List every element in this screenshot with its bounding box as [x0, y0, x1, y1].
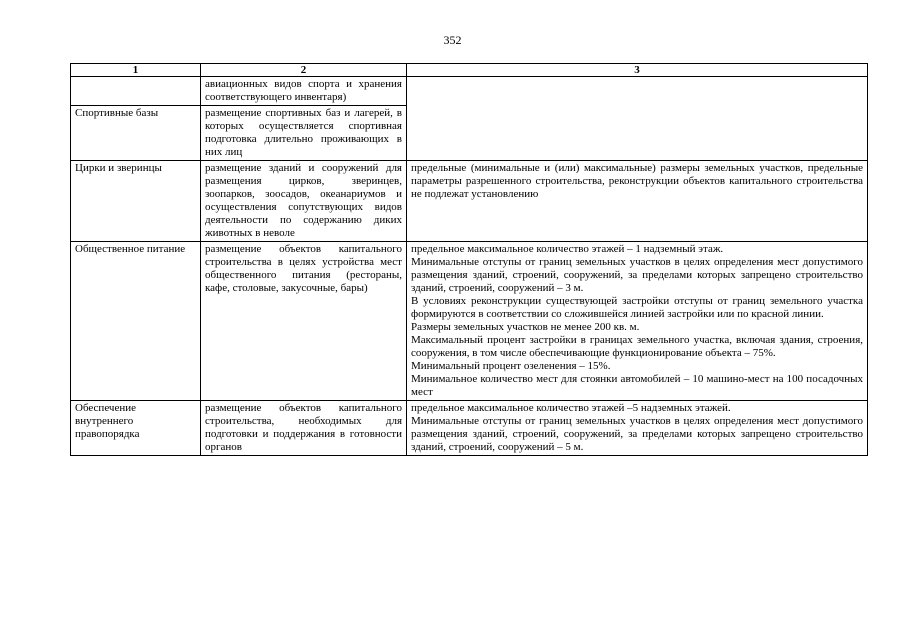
use-name-cell — [71, 77, 201, 106]
column-header-3: 3 — [407, 64, 868, 77]
param-paragraph: Минимальные отступы от границ земельных участков в целях определения мест допустимого размещения зданий, строений, сооружений, за пределами которых запрещено строительство зданий, строений, сооружений – 5 м. — [411, 415, 863, 453]
param-paragraph: Минимальное количество мест для стоянки автомобилей – 10 машино-мест на 100 посадочных мест — [411, 373, 863, 398]
table-header-row — [71, 64, 868, 77]
column-header-2: 2 — [201, 64, 407, 77]
use-description-cell: авиационных видов спорта и хранения соответствующего инвентаря) — [201, 77, 407, 106]
param-paragraph: В условиях реконструкции существующей застройки отступы от границ земельного участка формируются в соответствии со сложившейся линией застройки или по красной линии. — [411, 295, 863, 320]
params-cell — [407, 242, 868, 401]
use-name-cell: Спортивные базы — [71, 106, 201, 161]
param-paragraph: предельное максимальное количество этажей –5 надземных этажей. — [411, 402, 731, 414]
param-paragraph: предельные (минимальные и (или) максимальные) размеры земельных участков, предельные параметры разрешенного строительства, реконструкции объектов капитального строительства не подлежат установлению — [411, 162, 863, 200]
page-number: 352 — [443, 33, 462, 47]
param-paragraph: Минимальный процент озеленения – 15%. — [411, 360, 611, 372]
table-row — [71, 161, 868, 242]
table-row — [71, 77, 868, 106]
table-row — [71, 401, 868, 456]
param-paragraph: Размеры земельных участков не менее 200 кв. м. — [411, 321, 640, 333]
params-cell — [407, 77, 868, 161]
use-description-cell: размещение объектов капитального строительства в целях устройства мест общественного питания (рестораны, кафе, столовые, закусочные, бары) — [201, 242, 407, 401]
land-use-table — [70, 63, 868, 456]
use-description-cell: размещение спортивных баз и лагерей, в которых осуществляется спортивная подготовка длительно проживающих в них лиц — [201, 106, 407, 161]
param-paragraph: Минимальные отступы от границ земельных участков в целях определения мест допустимого размещения зданий, строений, сооружений, за пределами которых запрещено строительство зданий, строений, сооружений – 3 м. — [411, 256, 863, 294]
use-name-cell: Общественное питание — [71, 242, 201, 401]
param-paragraph: Максимальный процент застройки в границах земельного участка, включая здания, строения, сооружения, в том числе обеспечивающие функционирование объекта – 75%. — [411, 334, 863, 359]
use-description-cell: размещение объектов капитального строительства, необходимых для подготовки и поддержания в готовности органов — [201, 401, 407, 456]
use-name-cell: Обеспечение внутреннего правопорядка — [71, 401, 201, 456]
params-cell — [407, 401, 868, 456]
params-cell — [407, 161, 868, 242]
column-header-1: 1 — [71, 64, 201, 77]
use-name-cell: Цирки и зверинцы — [71, 161, 201, 242]
param-paragraph: предельное максимальное количество этажей – 1 надземный этаж. — [411, 243, 724, 255]
use-description-cell: размещение зданий и сооружений для размещения цирков, зверинцев, зоопарков, зоосадов, океанариумов и осуществления сопутствующих видов деятельности по содержанию диких животных в неволе — [201, 161, 407, 242]
table-row — [71, 242, 868, 401]
